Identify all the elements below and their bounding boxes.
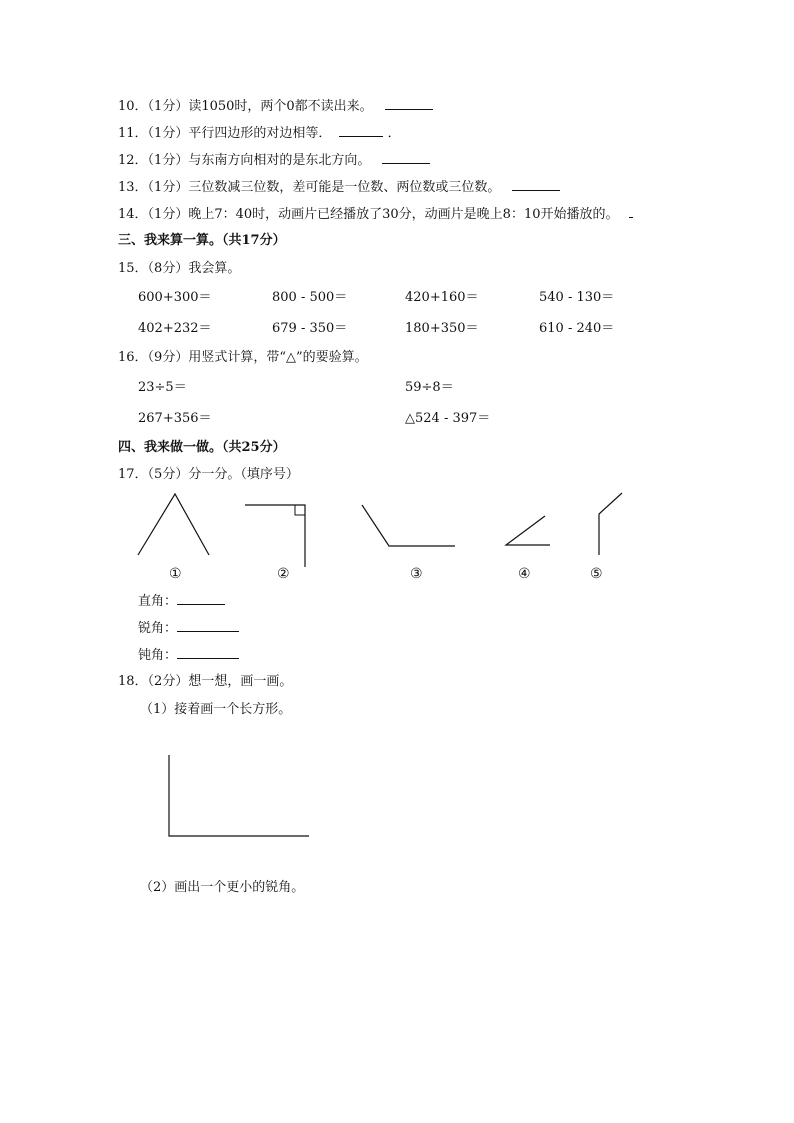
answer-blank[interactable] <box>382 151 430 164</box>
figure-marker-1: ① <box>169 566 182 582</box>
rectangle-start-figure <box>160 750 316 842</box>
question-12: 12．（1分）与东南方向相对的是东北方向。 <box>118 151 430 170</box>
answer-blank[interactable] <box>339 124 383 137</box>
question-11: 11．（1分）平行四边形的对边相等． ． <box>118 126 401 141</box>
answer-blank[interactable] <box>385 97 433 110</box>
figure-marker-4: ④ <box>518 566 531 582</box>
question-15: 15．（8分）我会算。 <box>118 261 241 276</box>
answer-blank[interactable] <box>512 178 560 191</box>
calc-item: 610 - 240＝ <box>539 321 615 336</box>
question-10: 10．（1分）读1050时，两个0都不读出来。 <box>118 97 433 116</box>
angle-figure-5 <box>590 488 630 558</box>
figure-marker-2: ② <box>277 566 290 582</box>
angle-figure-3 <box>355 500 461 552</box>
calc-item: 420+160＝ <box>405 290 479 305</box>
calc-item: 402+232＝ <box>138 321 212 336</box>
obtuse-angle-row: 钝角： <box>138 646 239 665</box>
question-13: 13．（1分）三位数减三位数，差可能是一位数、两位数或三位数。 <box>118 178 560 197</box>
figure-marker-5: ⑤ <box>590 566 603 582</box>
angle-figure-4 <box>500 510 556 550</box>
answer-blank[interactable] <box>629 205 633 218</box>
section-3-title: 三、我来算一算。（共17分） <box>118 233 286 248</box>
right-angle-blank[interactable] <box>177 592 225 605</box>
acute-angle-row: 锐角： <box>138 619 239 638</box>
calc-item: 59÷8＝ <box>405 380 454 395</box>
question-18: 18．（2分）想一想，画一画。 <box>118 674 293 689</box>
calc-item: 600+300＝ <box>138 290 212 305</box>
calc-item: 180+350＝ <box>405 321 479 336</box>
acute-angle-blank[interactable] <box>177 619 239 632</box>
right-angle-row: 直角： <box>138 592 225 611</box>
obtuse-angle-blank[interactable] <box>177 646 239 659</box>
section-4-title: 四、我来做一做。（共25分） <box>118 440 286 455</box>
calc-item: 679 - 350＝ <box>272 321 348 336</box>
calc-item: 23÷5＝ <box>138 380 187 395</box>
calc-item: 800 - 500＝ <box>272 290 348 305</box>
calc-item: 267+356＝ <box>138 411 212 426</box>
question-17: 17．（5分）分一分。（填序号） <box>118 467 299 482</box>
question-14: 14．（1分）晚上7：40时，动画片已经播放了30分，动画片是晚上8：10开始播放的。 <box>118 205 633 224</box>
question-18-part-1: （1）接着画一个长方形。 <box>140 702 292 717</box>
angle-figure-1 <box>130 488 220 560</box>
question-18-part-2: （2）画出一个更小的锐角。 <box>140 880 305 895</box>
figure-marker-3: ③ <box>410 566 423 582</box>
calc-item: 540 - 130＝ <box>539 290 615 305</box>
angle-figure-2 <box>240 500 312 570</box>
question-16: 16．（9分）用竖式计算，带“△”的要验算。 <box>118 350 368 365</box>
calc-item: △524 - 397＝ <box>405 411 491 426</box>
